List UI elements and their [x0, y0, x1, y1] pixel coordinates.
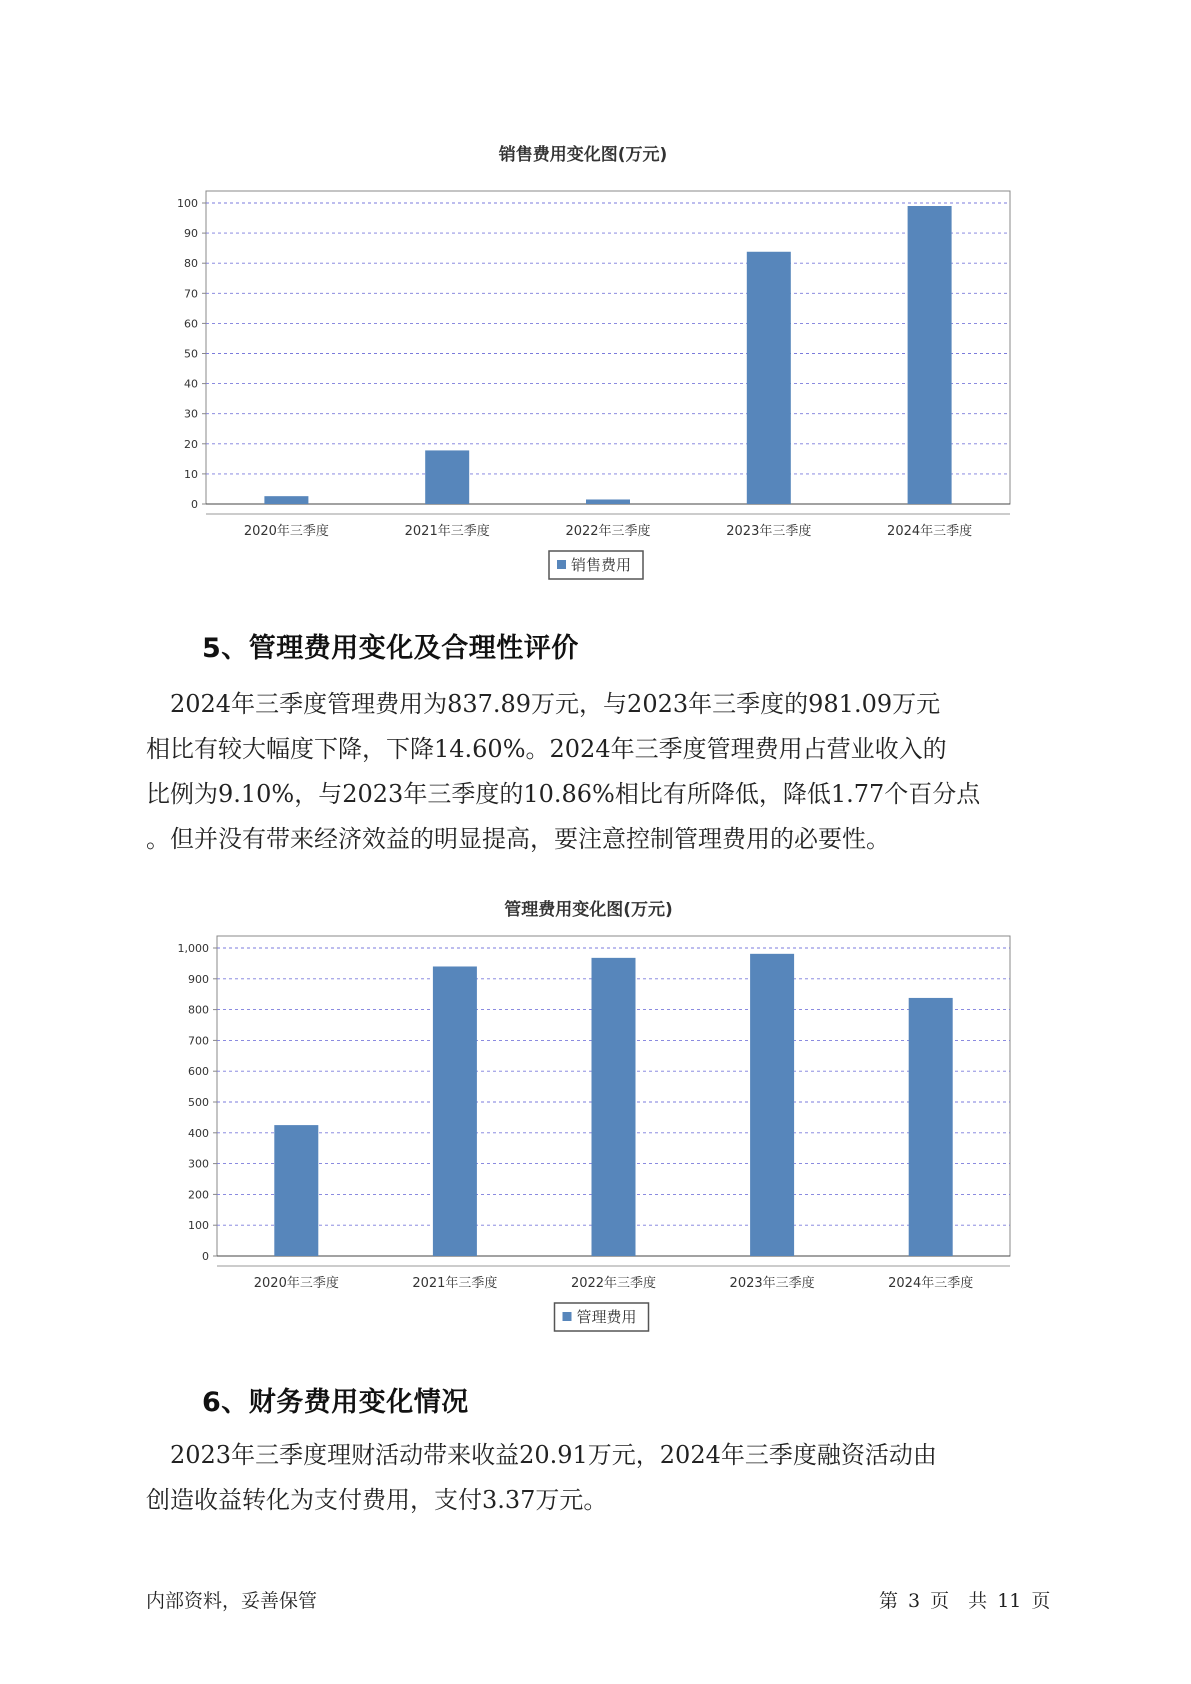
- y-tick-label: 20: [184, 437, 198, 451]
- chart-title: 销售费用变化图(万元): [498, 145, 668, 165]
- plot-area: [206, 191, 1010, 504]
- bar: [425, 450, 469, 504]
- x-tick-label: 2021年三季度: [412, 1276, 498, 1291]
- paragraph-line: 创造收益转化为支付费用，支付3.37万元。: [146, 1486, 608, 1514]
- footer-page-number: 第 3 页 共 11 页: [879, 1590, 1051, 1612]
- y-tick-label: 1,000: [177, 942, 209, 955]
- paragraph-line: 。但并没有带来经济效益的明显提高，要注意控制管理费用的必要性。: [146, 825, 890, 853]
- y-tick-label: 80: [184, 257, 198, 271]
- x-tick-label: 2020年三季度: [253, 1276, 339, 1291]
- y-tick-label: 100: [177, 197, 198, 210]
- y-tick-label: 500: [188, 1096, 209, 1109]
- y-tick-label: 70: [184, 287, 198, 301]
- paragraph-line: 比例为9.10%，与2023年三季度的10.86%相比有所降低，降低1.77个百分点: [146, 780, 981, 808]
- bar: [747, 252, 791, 504]
- legend-label: 销售费用: [571, 556, 632, 574]
- y-tick-label: 600: [188, 1065, 209, 1079]
- admin-expense-chart-svg: [0, 885, 1191, 1355]
- y-tick-label: 50: [184, 347, 198, 361]
- sales-expense-chart: [0, 130, 1191, 600]
- section-5-paragraph: [146, 682, 1058, 862]
- y-tick-label: 60: [184, 317, 198, 331]
- section-6-paragraph: [146, 1433, 1058, 1523]
- x-tick-label: 2022年三季度: [565, 524, 651, 539]
- bar: [586, 499, 630, 504]
- x-tick-label: 2024年三季度: [887, 524, 973, 539]
- y-tick-label: 40: [184, 377, 198, 391]
- y-tick-label: 10: [184, 467, 198, 481]
- x-tick-label: 2021年三季度: [404, 524, 490, 539]
- bar: [274, 1125, 318, 1256]
- y-tick-label: 30: [184, 407, 198, 421]
- bar: [909, 998, 953, 1256]
- y-tick-label: 400: [188, 1126, 209, 1140]
- paragraph-line: 2024年三季度管理费用为837.89万元，与2023年三季度的981.09万元: [146, 690, 941, 718]
- legend-label: 管理费用: [576, 1308, 637, 1326]
- x-tick-label: 2023年三季度: [729, 1276, 815, 1291]
- y-tick-label: 300: [188, 1157, 209, 1171]
- y-tick-label: 0: [191, 498, 198, 511]
- y-tick-label: 200: [188, 1188, 209, 1202]
- y-tick-label: 0: [202, 1250, 209, 1263]
- x-tick-label: 2022年三季度: [570, 1276, 657, 1291]
- x-tick-label: 2020年三季度: [243, 524, 329, 539]
- footer-confidential-note: 内部资料，妥善保管: [146, 1590, 318, 1612]
- x-tick-label: 2024年三季度: [888, 1276, 974, 1291]
- y-tick-label: 90: [184, 227, 198, 241]
- legend-swatch: [563, 1312, 572, 1321]
- y-tick-label: 800: [188, 1003, 209, 1017]
- bar: [908, 206, 952, 504]
- y-tick-label: 100: [188, 1219, 209, 1233]
- y-tick-label: 900: [188, 972, 209, 986]
- paragraph-line: 相比有较大幅度下降，下降14.60%。2024年三季度管理费用占营业收入的: [146, 735, 947, 763]
- x-tick-label: 2023年三季度: [726, 524, 812, 539]
- y-tick-label: 700: [188, 1034, 209, 1048]
- sales-expense-chart-svg: [0, 130, 1191, 600]
- paragraph-line: 2023年三季度理财活动带来收益20.91万元，2024年三季度融资活动由: [146, 1441, 937, 1469]
- bar: [750, 954, 794, 1256]
- chart-title: 管理费用变化图(万元): [504, 900, 673, 920]
- section-5-heading: 5、管理费用变化及合理性评价: [202, 633, 579, 664]
- section-6-heading: 6、财务费用变化情况: [202, 1387, 469, 1418]
- legend-swatch: [557, 560, 566, 569]
- bar: [433, 966, 477, 1256]
- bar: [592, 958, 636, 1256]
- admin-expense-chart: [0, 885, 1191, 1355]
- bar: [264, 496, 308, 504]
